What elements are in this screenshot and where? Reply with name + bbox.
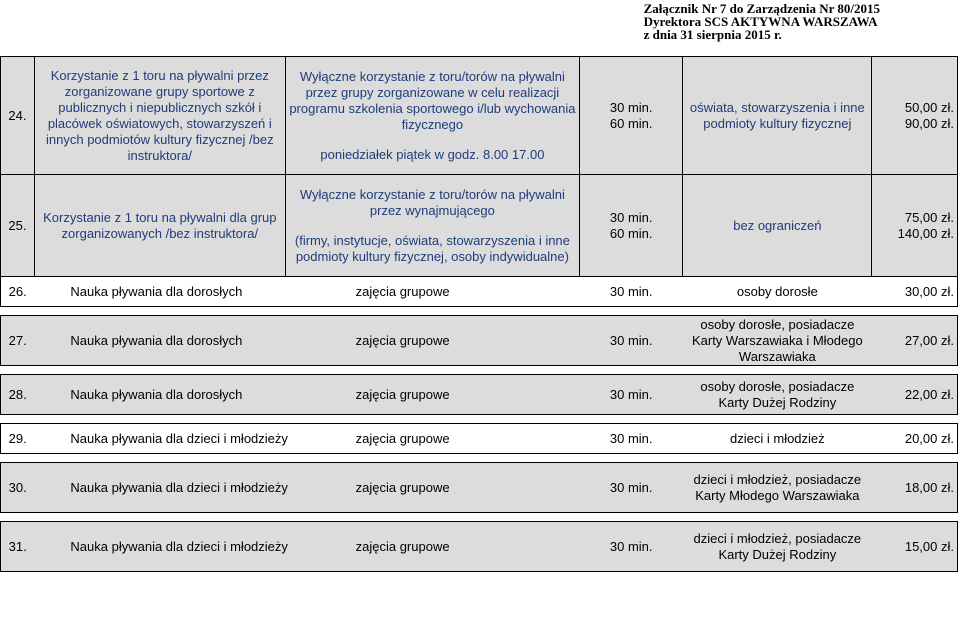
lesson-rows	[1, 277, 958, 572]
duration-2: 60 min.	[609, 225, 653, 241]
row-audience: dzieci i młodzież, posiadacze Karty Młodego Warszawiaka	[683, 463, 872, 513]
row-number: 25.	[1, 175, 35, 277]
document-header	[644, 2, 880, 41]
lesson-name: Nauka pływania dla dorosłych	[70, 386, 243, 402]
row-number: 31.	[1, 522, 35, 572]
row-price: 27,00 zł.	[872, 316, 958, 366]
row-number: 26.	[1, 277, 35, 307]
row-audience: dzieci i młodzież	[683, 424, 872, 454]
row-duration: 30 min.	[580, 375, 683, 415]
row-lesson	[34, 424, 579, 454]
header-line-3: z dnia 31 sierpnia 2015 r.	[643, 27, 782, 42]
lesson-name: Nauka pływania dla dorosłych	[70, 332, 243, 348]
header-line-2: Dyrektora SCS AKTYWNA WARSZAWA	[643, 14, 878, 29]
row-audience: dzieci i młodzież, posiadacze Karty Dużej Rodziny	[683, 522, 872, 572]
lesson-type: zajęcia grupowe	[355, 283, 450, 299]
table-row	[1, 57, 958, 175]
row-audience: osoby dorosłe, posiadacze Karty Dużej Rodziny	[683, 375, 872, 415]
conditions-text: Wyłączne korzystanie z toru/torów na pływalni przez wynajmującego	[299, 186, 565, 218]
lesson-type: zajęcia grupowe	[355, 386, 450, 402]
row-separator	[1, 513, 958, 522]
price-2: 140,00 zł.	[897, 225, 954, 241]
row-price: 30,00 zł.	[872, 277, 958, 307]
table-row	[1, 277, 958, 307]
row-audience: osoby dorosłe, posiadacze Karty Warszawiaka i Młodego Warszawiaka	[683, 316, 872, 366]
row-duration: 30 min.	[580, 522, 683, 572]
row-audience: osoby dorosłe	[683, 277, 872, 307]
lesson-name: Nauka pływania dla dorosłych	[70, 283, 243, 299]
row-lesson	[34, 375, 579, 415]
row-price: 22,00 zł.	[872, 375, 958, 415]
table-row	[1, 375, 958, 415]
lesson-name: Nauka pływania dla dzieci i młodzieży	[70, 538, 288, 554]
row-number: 27.	[1, 316, 35, 366]
row-duration	[580, 57, 683, 175]
row-duration: 30 min.	[580, 316, 683, 366]
row-audience: bez ograniczeń	[683, 175, 872, 277]
table-row	[1, 463, 958, 513]
price-2: 90,00 zł.	[904, 115, 954, 131]
conditions-detail: (firmy, instytucje, oświata, stowarzyszenia i inne podmioty kultury fizycznej, osoby indywidualne)	[294, 232, 570, 264]
row-number: 24.	[1, 57, 35, 175]
lesson-name: Nauka pływania dla dzieci i młodzieży	[70, 479, 288, 495]
conditions-hours: poniedziałek piątek w godz. 8.00 17.00	[320, 146, 545, 162]
lesson-type: zajęcia grupowe	[355, 332, 450, 348]
row-separator	[1, 307, 958, 316]
row-price: 18,00 zł.	[872, 463, 958, 513]
row-price: 20,00 zł.	[872, 424, 958, 454]
table-row	[1, 522, 958, 572]
duration-2: 60 min.	[609, 115, 653, 131]
row-conditions	[285, 175, 579, 277]
row-number: 29.	[1, 424, 35, 454]
row-duration: 30 min.	[580, 424, 683, 454]
row-lesson	[34, 522, 579, 572]
row-price: 15,00 zł.	[872, 522, 958, 572]
lesson-type: zajęcia grupowe	[355, 538, 450, 554]
row-number: 30.	[1, 463, 35, 513]
row-lesson	[34, 463, 579, 513]
price-1: 75,00 zł.	[904, 209, 954, 225]
table-row	[1, 424, 958, 454]
table-row	[1, 175, 958, 277]
row-duration: 30 min.	[580, 277, 683, 307]
lesson-type: zajęcia grupowe	[355, 479, 450, 495]
conditions-text: Wyłączne korzystanie z toru/torów na pływalni przez grupy zorganizowane w celu realizacji programu szkolenia sportowego i/lub wychowania fizycznego	[289, 68, 576, 132]
row-separator	[1, 415, 958, 424]
table-row	[1, 316, 958, 366]
row-price	[872, 57, 958, 175]
row-description: Korzystanie z 1 toru na pływalni dla grup zorganizowanych /bez instruktora/	[34, 175, 285, 277]
row-separator	[1, 366, 958, 375]
lesson-name: Nauka pływania dla dzieci i młodzieży	[70, 430, 288, 446]
row-separator	[1, 454, 958, 463]
row-description: Korzystanie z 1 toru na pływalni przez zorganizowane grupy sportowe z publicznych i niepublicznych szkół i placówek oświatowych, stowarzyszeń i innych podmiotów kultury fizycznej /bez instruktora/	[34, 57, 285, 175]
price-table	[0, 56, 958, 572]
price-1: 50,00 zł.	[904, 99, 954, 115]
duration-1: 30 min.	[609, 99, 653, 115]
lesson-type: zajęcia grupowe	[355, 430, 450, 446]
row-conditions	[285, 57, 579, 175]
header-line-1: Załącznik Nr 7 do Zarządzenia Nr 80/2015	[643, 1, 880, 16]
row-audience: oświata, stowarzyszenia i inne podmioty kultury fizycznej	[683, 57, 872, 175]
row-lesson	[34, 316, 579, 366]
row-duration	[580, 175, 683, 277]
row-lesson	[34, 277, 579, 307]
row-duration: 30 min.	[580, 463, 683, 513]
row-number: 28.	[1, 375, 35, 415]
row-price	[872, 175, 958, 277]
duration-1: 30 min.	[609, 209, 653, 225]
